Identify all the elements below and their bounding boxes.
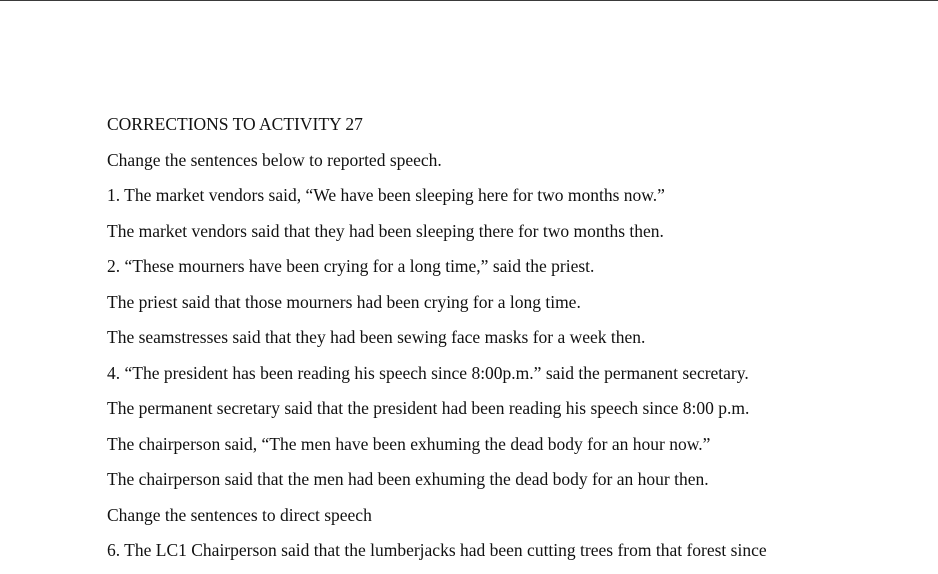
sentence-4-reported: The permanent secretary said that the president had been reading his speech since 8:00 p.m. — [107, 398, 750, 418]
instruction-reported-speech: Change the sentences below to reported speech. — [107, 149, 442, 170]
sentence-4-direct: 4. “The president has been reading his speech since 8:00p.m.” said the permanent secretary. — [107, 362, 749, 383]
sentence-5-reported: The chairperson said that the men had been exhuming the dead body for an hour then. — [107, 469, 709, 489]
document-body — [107, 112, 927, 574]
sentence-1-direct: 1. The market vendors said, “We have been sleeping here for two months now.” — [107, 185, 665, 205]
sentence-2-direct: 2. “These mourners have been crying for a long time,” said the priest. — [107, 256, 595, 276]
document-heading: CORRECTIONS TO ACTIVITY 27 — [107, 114, 363, 134]
page-top-border — [0, 0, 938, 1]
instruction-direct-speech: Change the sentences to direct speech — [107, 504, 372, 525]
sentence-5-direct: The chairperson said, “The men have been exhuming the dead body for an hour now.” — [107, 433, 711, 454]
sentence-2-reported: The priest said that those mourners had been crying for a long time. — [107, 291, 581, 312]
sentence-3-reported: The seamstresses said that they had been sewing face masks for a week then. — [107, 327, 646, 347]
sentence-6-partial: 6. The LC1 Chairperson said that the lumberjacks had been cutting trees from that forest since — [107, 540, 767, 560]
sentence-1-reported: The market vendors said that they had been sleeping there for two months then. — [107, 220, 664, 241]
